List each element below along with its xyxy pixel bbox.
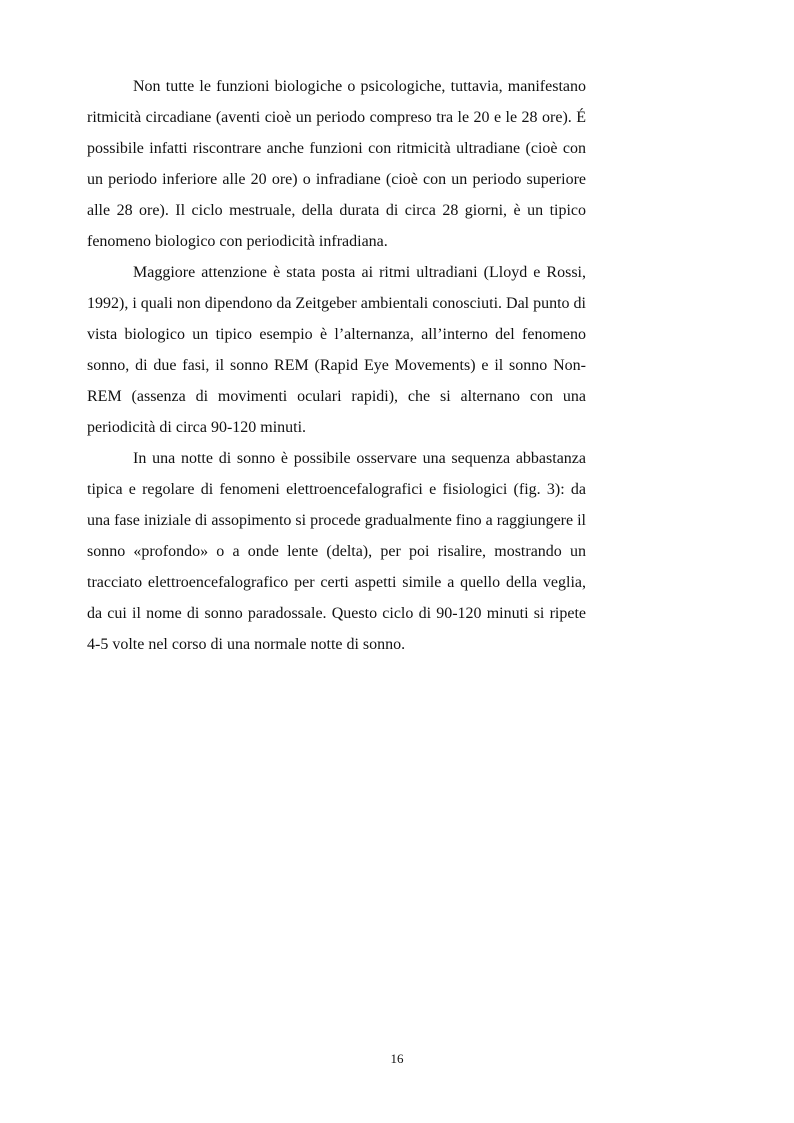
page-body (87, 71, 586, 660)
paragraph-ultradian-rhythms: Maggiore attenzione è stata posta ai ritmi ultradiani (Lloyd e Rossi, 1992), i quali non dipendono da Zeitgeber ambientali conosciuti. Dal punto di vista biologico un tipico esempio è l’alternanza, all’interno del fenomeno sonno, di due fasi, il sonno REM (Rapid Eye Movements) e il sonno Non-REM (assenza di movimenti oculari rapidi), che si alternano con una periodicità di circa 90-120 minuti. (87, 264, 586, 436)
page-number: 16 (390, 1051, 404, 1066)
paragraph-circadian-rhythms: Non tutte le funzioni biologiche o psicologiche, tuttavia, manifestano ritmicità circadiane (aventi cioè un periodo compreso tra le 20 e le 28 ore). É possibile infatti riscontrare anche funzioni con ritmicità ultradiane (cioè con un periodo inferiore alle 20 ore) o infradiane (cioè con un periodo superiore alle 28 ore). Il ciclo mestruale, della durata di circa 28 giorni, è un tipico fenomeno biologico con periodicità infradiana. (87, 78, 586, 250)
paragraph-sleep-cycle: In una notte di sonno è possibile osservare una sequenza abbastanza tipica e regolare di fenomeni elettroencefalografici e fisiologici (fig. 3): da una fase iniziale di assopimento si procede gradualmente fino a raggiungere il sonno «profondo» o a onde lente (delta), per poi risalire, mostrando un tracciato elettroencefalografico per certi aspetti simile a quello della veglia, da cui il nome di sonno paradossale. Questo ciclo di 90-120 minuti si ripete 4-5 volte nel corso di una normale notte di sonno. (87, 450, 586, 653)
